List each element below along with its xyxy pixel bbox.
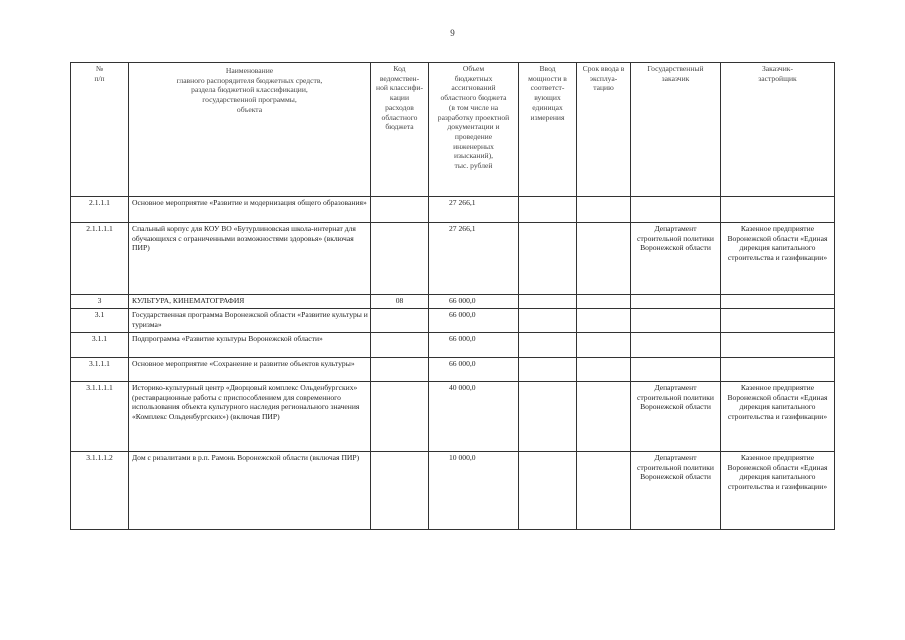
row-deadline <box>577 358 631 382</box>
row-name: КУЛЬТУРА, КИНЕМАТОГРАФИЯ <box>129 295 371 309</box>
header-name: Наименование главного распорядителя бюджетных средств, раздела бюджетной классификации, государственной программы, объекта <box>129 63 371 197</box>
row-developer: Казенное предприятие Воронежской области «Единая дирекция капитального строительства и газификации» <box>721 223 835 295</box>
row-volume: 40 000,0 <box>429 382 519 452</box>
row-code <box>371 358 429 382</box>
table-row <box>71 452 835 530</box>
row-capacity <box>519 223 577 295</box>
row-capacity <box>519 295 577 309</box>
header-row <box>71 63 835 197</box>
row-num: 3.1.1.1 <box>71 358 129 382</box>
table-row <box>71 295 835 309</box>
row-name: Подпрограмма «Развитие культуры Воронежской области» <box>129 333 371 358</box>
header-customer: Государственный заказчик <box>631 63 721 197</box>
row-volume: 10 000,0 <box>429 452 519 530</box>
row-customer <box>631 358 721 382</box>
row-code <box>371 452 429 530</box>
row-customer: Департамент строительной политики Воронежской области <box>631 223 721 295</box>
row-deadline <box>577 197 631 223</box>
row-deadline <box>577 223 631 295</box>
row-developer <box>721 295 835 309</box>
row-deadline <box>577 452 631 530</box>
row-name: Основное мероприятие «Развитие и модернизация общего образования» <box>129 197 371 223</box>
row-volume: 66 000,0 <box>429 333 519 358</box>
row-name: Основное мероприятие «Сохранение и развитие объектов культуры» <box>129 358 371 382</box>
row-num: 3.1.1 <box>71 333 129 358</box>
row-num: 3.1.1.1.2 <box>71 452 129 530</box>
row-capacity <box>519 452 577 530</box>
row-capacity <box>519 197 577 223</box>
row-name: Дом с ризалитами в р.п. Рамонь Воронежской области (включая ПИР) <box>129 452 371 530</box>
header-volume: Объем бюджетных ассигнований областного бюджета (в том числе на разработку проектной документации и проведение инженерных изысканий), тыс. рублей <box>429 63 519 197</box>
row-capacity <box>519 309 577 333</box>
header-deadline: Срок ввода в эксплуа- тацию <box>577 63 631 197</box>
row-deadline <box>577 382 631 452</box>
table-row <box>71 197 835 223</box>
row-name: Государственная программа Воронежской области «Развитие культуры и туризма» <box>129 309 371 333</box>
table-row <box>71 223 835 295</box>
row-capacity <box>519 358 577 382</box>
row-customer <box>631 295 721 309</box>
header-capacity: Ввод мощности в соответст- вующих единицах измерения <box>519 63 577 197</box>
row-num: 3.1 <box>71 309 129 333</box>
row-num: 2.1.1.1 <box>71 197 129 223</box>
table-row <box>71 309 835 333</box>
row-num: 3.1.1.1.1 <box>71 382 129 452</box>
row-volume: 66 000,0 <box>429 358 519 382</box>
row-customer <box>631 197 721 223</box>
row-customer <box>631 333 721 358</box>
row-developer: Казенное предприятие Воронежской области «Единая дирекция капитального строительства и газификации» <box>721 382 835 452</box>
row-volume: 27 266,1 <box>429 223 519 295</box>
row-capacity <box>519 333 577 358</box>
page-number: 9 <box>450 28 455 38</box>
row-customer <box>631 309 721 333</box>
row-deadline <box>577 333 631 358</box>
header-num: № п/п <box>71 63 129 197</box>
row-volume: 66 000,0 <box>429 309 519 333</box>
budget-table <box>70 62 835 530</box>
header-code: Код ведомствен- ной классифи- кации расходов областного бюджета <box>371 63 429 197</box>
row-deadline <box>577 309 631 333</box>
row-code <box>371 309 429 333</box>
row-volume: 66 000,0 <box>429 295 519 309</box>
table-row <box>71 333 835 358</box>
table-row <box>71 382 835 452</box>
row-name: Историко-культурный центр «Дворцовый комплекс Ольденбургских» (реставрационные работы с приспособлением для современного использования объекта культурного наследия регионального значения «Комплекс Ольденбургских») (включая ПИР) <box>129 382 371 452</box>
row-developer <box>721 197 835 223</box>
row-num: 2.1.1.1.1 <box>71 223 129 295</box>
row-code <box>371 223 429 295</box>
row-capacity <box>519 382 577 452</box>
row-developer <box>721 358 835 382</box>
row-customer: Департамент строительной политики Воронежской области <box>631 452 721 530</box>
row-code <box>371 333 429 358</box>
row-code <box>371 197 429 223</box>
table-row <box>71 358 835 382</box>
row-num: 3 <box>71 295 129 309</box>
header-developer: Заказчик- застройщик <box>721 63 835 197</box>
row-customer: Департамент строительной политики Воронежской области <box>631 382 721 452</box>
row-name: Спальный корпус для КОУ ВО «Бутурлиновская школа-интернат для обучающихся с ограниченными возможностями здоровья» (включая ПИР) <box>129 223 371 295</box>
row-developer: Казенное предприятие Воронежской области «Единая дирекция капитального строительства и газификации» <box>721 452 835 530</box>
row-code: 08 <box>371 295 429 309</box>
row-volume: 27 266,1 <box>429 197 519 223</box>
row-developer <box>721 333 835 358</box>
row-developer <box>721 309 835 333</box>
row-code <box>371 382 429 452</box>
row-deadline <box>577 295 631 309</box>
